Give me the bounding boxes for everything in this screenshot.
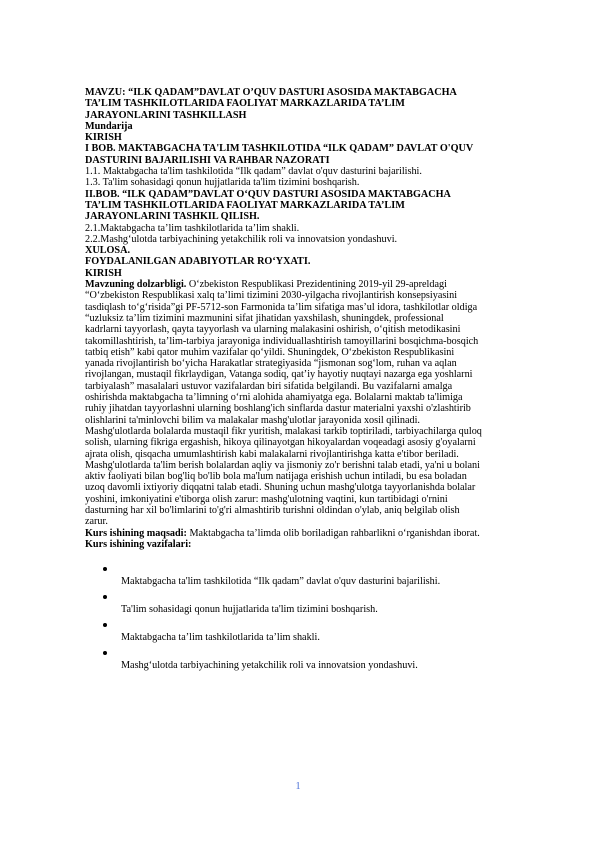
- paragraph-line: tasdiqlash to‘g‘risida”gi PF-5712-son Farmonida ta’lim sifatiga mas’ul idora, tashkilotlar oldiga: [85, 301, 478, 313]
- paragraph-line: yanada rivojlantirish bo‘yicha Harakatlar strategiyasida “jismonan sog‘lom, ruhan va aqlan: [85, 358, 457, 370]
- list-item: [85, 562, 555, 590]
- paragraph-line: Mashg'ulotlarda bolalarda mustaqil fikr yuritish, malakasi tarkib toptiriladi, tarbiyachilarga quloq: [85, 425, 482, 437]
- title-line: TA’LIM TASHKILOTLARIDA FAOLIYAT MARKAZLARIDA TA’LIM: [85, 98, 405, 110]
- task-text: Maktabgacha ta'lim tashkilotida “Ilk qadam” davlat o'quv dasturini bajarilishi.: [121, 576, 441, 588]
- document-title: [85, 87, 555, 121]
- bullet-icon: [85, 646, 555, 660]
- toc-item-kirish: KIRISH: [85, 132, 122, 144]
- task-text: Maktabgacha ta’lim tashkilotlarida ta’lim shakli.: [121, 632, 320, 644]
- paragraph-line: ruhiy jihatdan tayyorlashni ularning boshlang'ich sinflarda dastur materialni yaxshi o'zlashtirib: [85, 403, 471, 415]
- paragraph-line: Mashg'ulotlarda ta'lim berish bolalardan aqliy va jismoniy zo'r berishni talab etadi, ya'ni u bolani: [85, 459, 480, 471]
- goal-paragraph: [85, 528, 555, 539]
- paragraph-line: “uzluksiz ta’lim tizimini mazmunini sifat jihatidan yaxshilash, shuningdek, professional: [85, 312, 444, 324]
- goal-text: Maktabgacha ta’limda olib boriladigan rahbarlikni o‘rganishdan iborat.: [186, 527, 480, 539]
- toc-item-references: FOYDALANILGAN ADABIYOTLAR RO‘YXATI.: [85, 256, 311, 268]
- relevance-paragraph-start: [85, 279, 555, 290]
- toc-chapter-2: JARAYONLARINI TASHKIL QILISH.: [85, 211, 260, 223]
- document-page: [85, 87, 555, 674]
- task-text: Ta'lim sohasidagi qonun hujjatlarida ta'lim tizimini boshqarish.: [121, 604, 378, 616]
- toc-chapter-1: DASTURINI BAJARILISHI VA RAHBAR NAZORATI: [85, 154, 330, 166]
- paragraph-line: tatbiq etish” kabi qator muhim vazifalar qo‘yildi. Shuningdek, O‘zbekiston Respublikasini: [85, 346, 455, 358]
- paragraph-line: takomillashtirish, ta’lim-tarbiya jarayoniga individuallashtirish tamoyillarini bosqichma-bosqich: [85, 335, 479, 347]
- toc-section-1-3: 1.3. Ta'lim sohasidagi qonun hujjatlarida ta'lim tizimini boshqarish.: [85, 177, 360, 189]
- toc-section-2-2: 2.2.Mashg‘ulotda tarbiyachining yetakchilik roli va innovatsion yondashuvi.: [85, 233, 398, 245]
- toc-heading: Mundarija: [85, 120, 133, 132]
- title-line: JARAYONLARINI TASHKILLASH: [85, 109, 247, 121]
- page-number: 1: [295, 781, 301, 792]
- introduction-section: [85, 268, 555, 674]
- toc-section-2-1: 2.1.Maktabgacha ta’lim tashkilotlarida ta’lim shakli.: [85, 222, 300, 234]
- paragraph-line: kadrlarni tayyorlash, qayta tayyorlash va ularning malakasini oshirish, o‘qitish metodikasini: [85, 324, 461, 336]
- paragraph-line: uzoq davomli ixtiyoriy diqqatni talab etadi. Shuning uchun mashg'ulotga tayyorlanishda bolalar: [85, 482, 476, 494]
- toc-item-xulosa: XULOSA.: [85, 245, 131, 257]
- relevance-paragraph: [85, 290, 555, 527]
- paragraph-line: oshirishda maktabgacha ta’limning o‘rni alohida ahamiyatga ega. Bolalarni maktab ta'limiga: [85, 392, 463, 404]
- paragraph-line: tarbiyalash” masalalari ustuvor vazifalardan biri sifatida belgilandi. Bu vazifalarni amalga: [85, 380, 453, 392]
- paragraph-line: yoshini, imkoniyatini e'tiborga olish zarur: mashg'ulotning vaqtini, kun tartibidagi o'rnini: [85, 493, 448, 505]
- paragraph-line: zarur.: [85, 516, 108, 528]
- bullet-icon: [85, 562, 555, 576]
- tasks-list: [85, 562, 555, 674]
- list-item: [85, 646, 555, 674]
- paragraph-line: “O‘zbekiston Respublikasi xalq ta’limi tizimini 2030-yilgacha rivojlantirish konsepsiyasini: [85, 290, 458, 302]
- paragraph-line: rivojlangan, mustaqil fikrlaydigan, Vatanga sodiq, qat’iy hayotiy nuqtayi nazarga ega yoshlarni: [85, 369, 473, 381]
- relevance-label: Mavzuning dolzarbligi.: [85, 279, 187, 291]
- paragraph-line: solish, ularning fikriga ergashish, hikoya qilinayotgan hikoyalardan voqeadagi asosiy g'oyalarni: [85, 437, 476, 449]
- section-heading: KIRISH: [85, 267, 122, 279]
- goal-label: Kurs ishining maqsadi:: [85, 527, 187, 539]
- paragraph-line: dasturning har xil bo'limlarini to'g'ri almashtirib turishni oldindan o'ylab, aniq belgilab olish: [85, 504, 460, 516]
- table-of-contents: [85, 121, 555, 268]
- paragraph-line: olishlarini ta'minlovchi bilim va malakalar mashg'ulotlar jarayonida xosil qilinadi.: [85, 414, 420, 426]
- bullet-icon: [85, 618, 555, 632]
- toc-chapter-2: TA’LIM TASHKILOTLARIDA FAOLIYAT MARKAZLARIDA TA’LIM: [85, 199, 405, 211]
- paragraph-line: aktiv faoliyati bilan bog'liq bo'lib bola ma'lum natijaga erishish uchun intiladi, bu esa boladan: [85, 471, 467, 483]
- list-item: [85, 590, 555, 618]
- tasks-label: Kurs ishining vazifalari:: [85, 538, 192, 550]
- toc-chapter-1: I BOB. MAKTABGACHA TA'LIM TASHKILOTIDA “ILK QADAM” DAVLAT O'QUV: [85, 143, 474, 155]
- list-item: [85, 618, 555, 646]
- task-text: Mashg‘ulotda tarbiyachining yetakchilik roli va innovatsion yondashuvi.: [121, 660, 418, 672]
- paragraph-line: ajrata olish, qisqacha umumlashtirish kabi malakalarni rivojlantirishga katta e'tibor beriladi.: [85, 448, 459, 460]
- title-line: MAVZU: “ILK QADAM”DAVLAT O’QUV DASTURI ASOSIDA MAKTABGACHA: [85, 87, 457, 98]
- relevance-first-text: O‘zbekiston Respublikasi Prezidentining 2019-yil 29-apreldagi: [186, 279, 447, 291]
- bullet-icon: [85, 590, 555, 604]
- toc-section-1-1: 1.1. Maktabgacha ta'lim tashkilotida “Ilk qadam” davlat o'quv dasturini bajarilishi.: [85, 166, 422, 178]
- toc-chapter-2: II.BOB. “ILK QADAM”DAVLAT O‘QUV DASTURI ASOSIDA MAKTABGACHA: [85, 188, 451, 200]
